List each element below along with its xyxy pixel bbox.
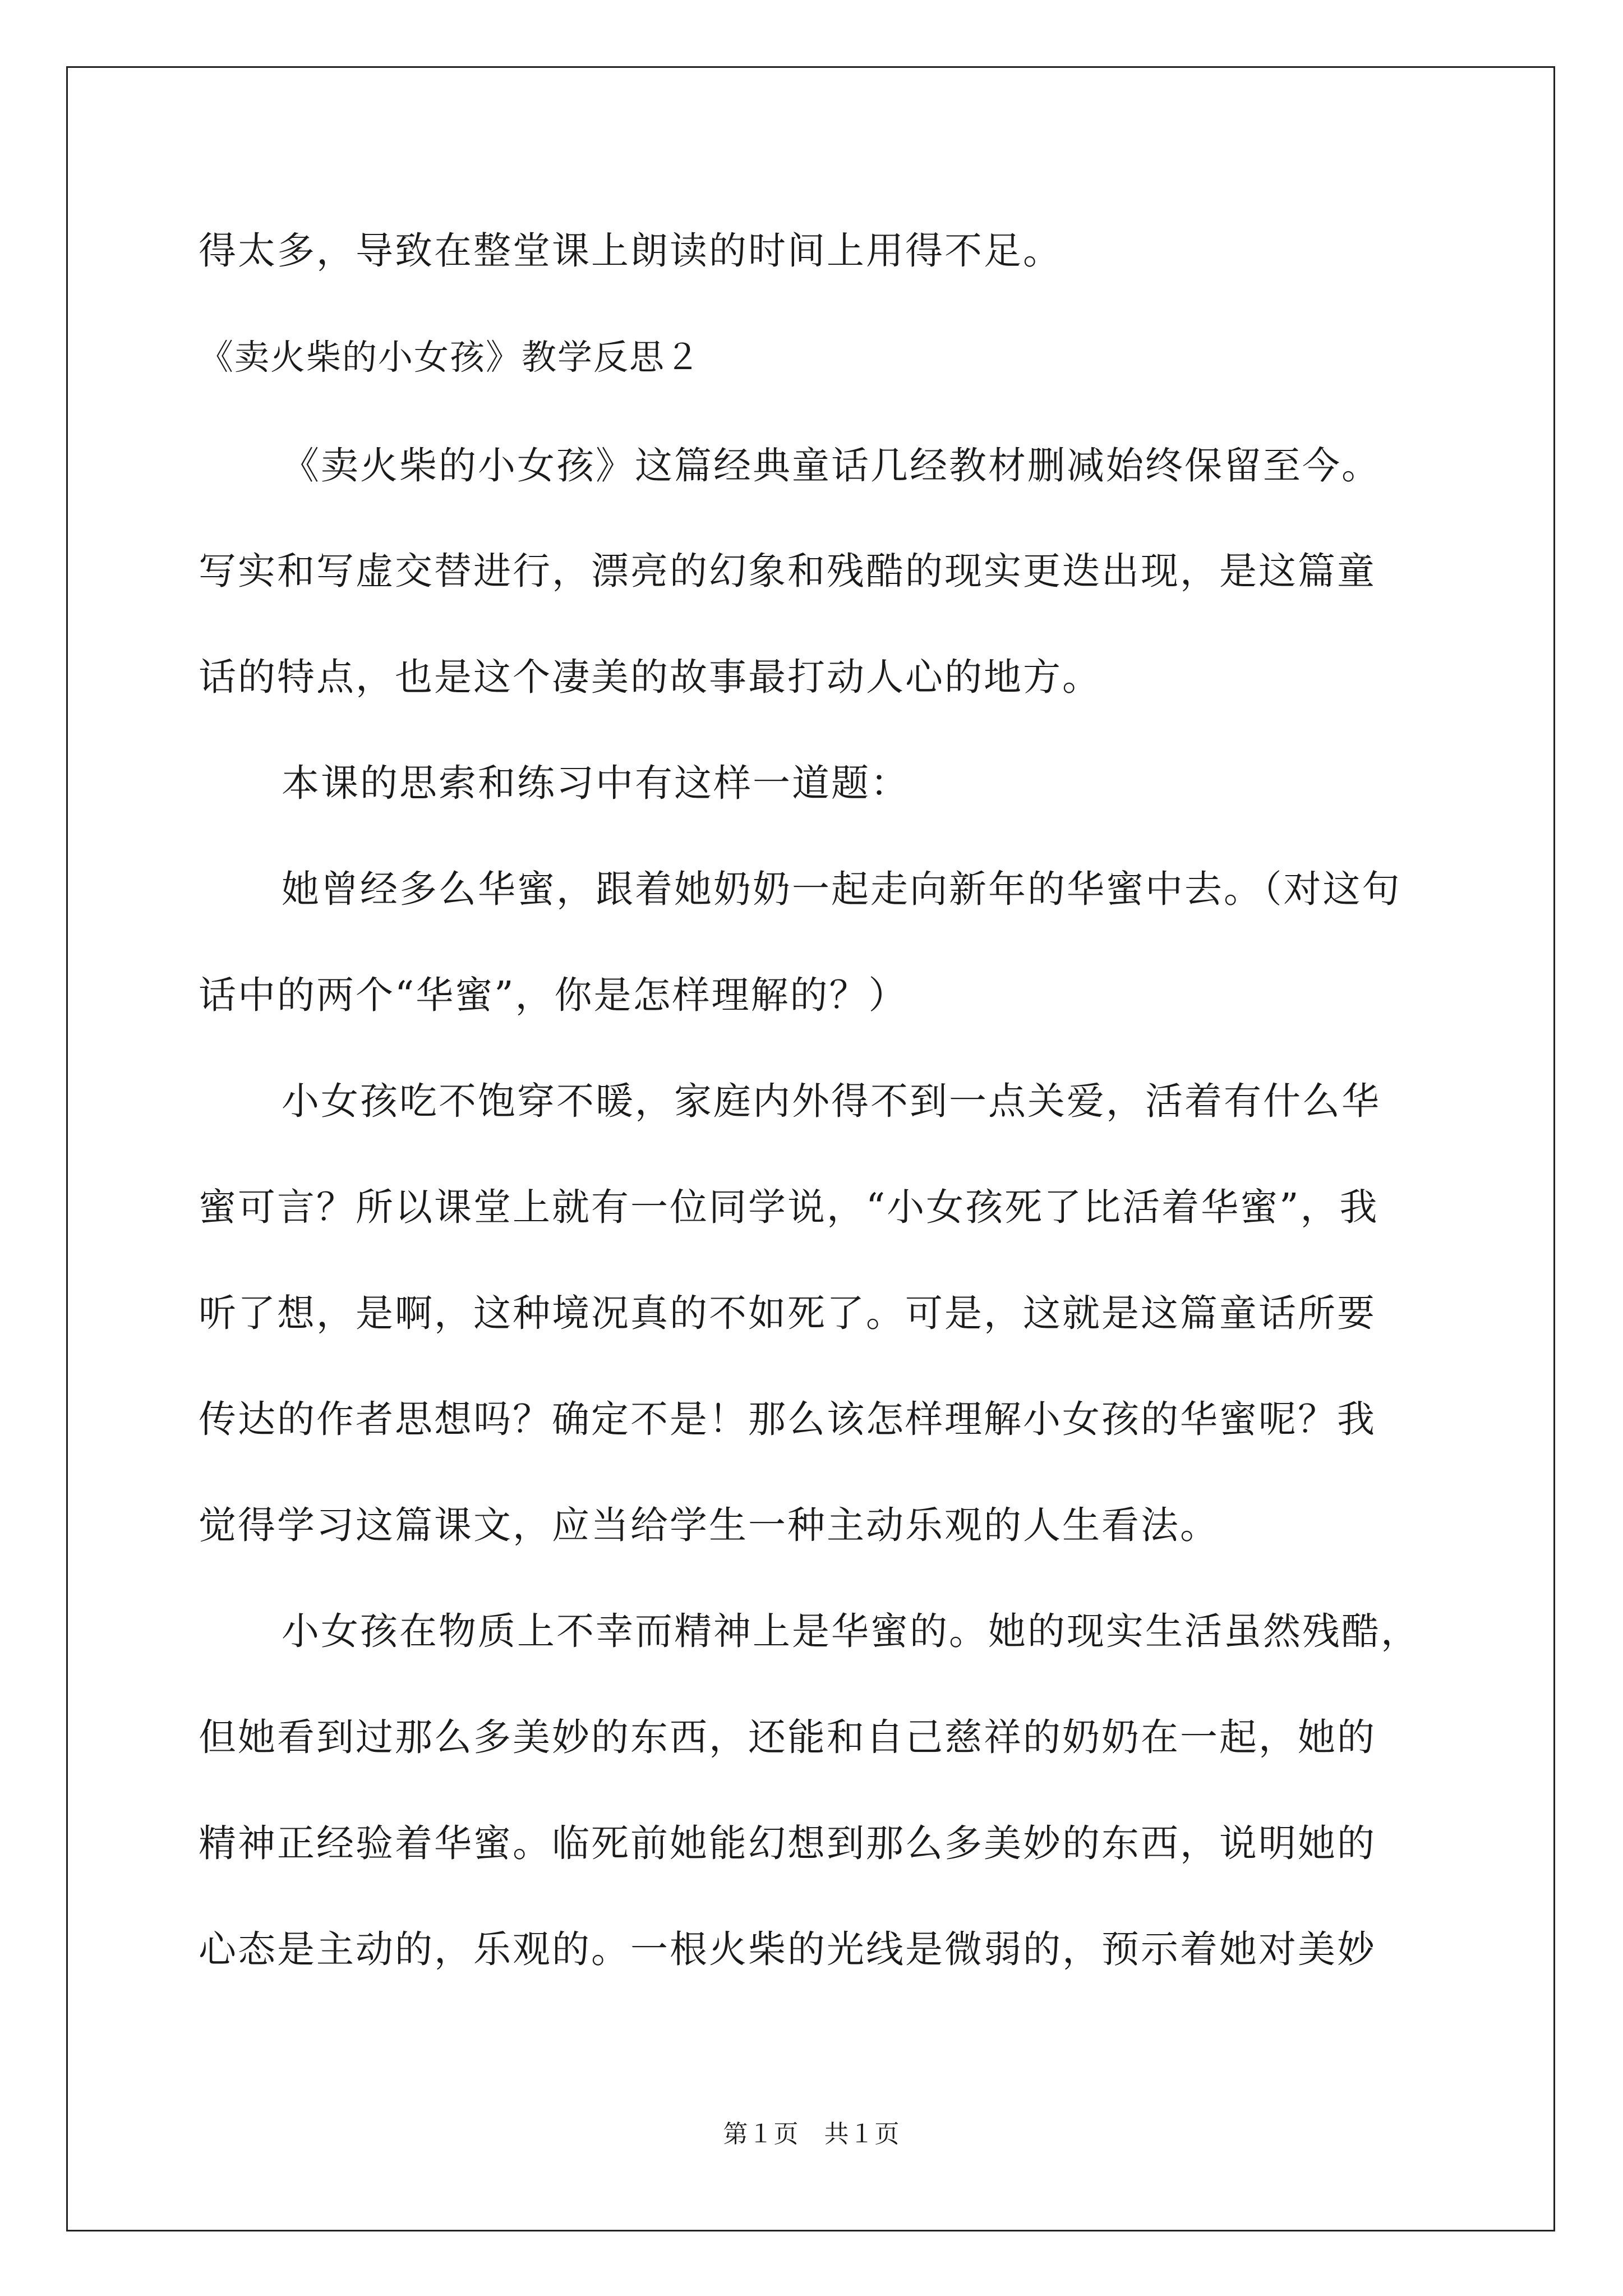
text-line: 心态是主动的，乐观的。一根火柴的光线是微弱的，预示着她对美妙	[199, 1927, 1376, 1971]
page-footer: 第１页 共１页	[723, 2120, 900, 2148]
text-line: 话的特点，也是这个凄美的故事最打动人心的地方。	[199, 655, 1101, 699]
text-line: 传达的作者思想吗？确定不是！那么该怎样理解小女孩的华蜜呢？我	[199, 1397, 1376, 1441]
text-line: 本课的思索和练习中有这样一道题：	[282, 761, 910, 805]
text-line: 写实和写虚交替进行，漂亮的幻象和残酷的现实更迭出现，是这篇童	[199, 549, 1376, 593]
text-line: 听了想，是啊，这种境况真的不如死了。可是，这就是这篇童话所要	[199, 1291, 1376, 1335]
text-line: 但她看到过那么多美妙的东西，还能和自己慈祥的奶奶在一起，她的	[199, 1715, 1376, 1759]
page-border	[66, 66, 1555, 2231]
section-heading: 《卖火柴的小女孩》教学反思２	[199, 337, 702, 378]
text-line: 得太多，导致在整堂课上朗读的时间上用得不足。	[199, 229, 1062, 273]
text-line: 《卖火柴的小女孩》这篇经典童话几经教材删减始终保留至今。	[282, 444, 1381, 487]
text-line: 觉得学习这篇课文，应当给学生一种主动乐观的人生看法。	[199, 1503, 1219, 1547]
text-line: 精神正经验着华蜜。临死前她能幻想到那么多美妙的东西，说明她的	[199, 1821, 1376, 1865]
text-line: 小女孩在物质上不幸而精神上是华蜜的。她的现实生活虽然残酷，	[282, 1609, 1420, 1653]
text-line: 小女孩吃不饱穿不暖，家庭内外得不到一点关爱，活着有什么华	[282, 1079, 1381, 1123]
text-line: 蜜可言？所以课堂上就有一位同学说，“小女孩死了比活着华蜜”，我	[199, 1185, 1379, 1229]
text-line: 话中的两个“华蜜”，你是怎样理解的？）	[199, 973, 908, 1017]
text-line: 她曾经多么华蜜，跟着她奶奶一起走向新年的华蜜中去。（对这句	[282, 867, 1401, 911]
